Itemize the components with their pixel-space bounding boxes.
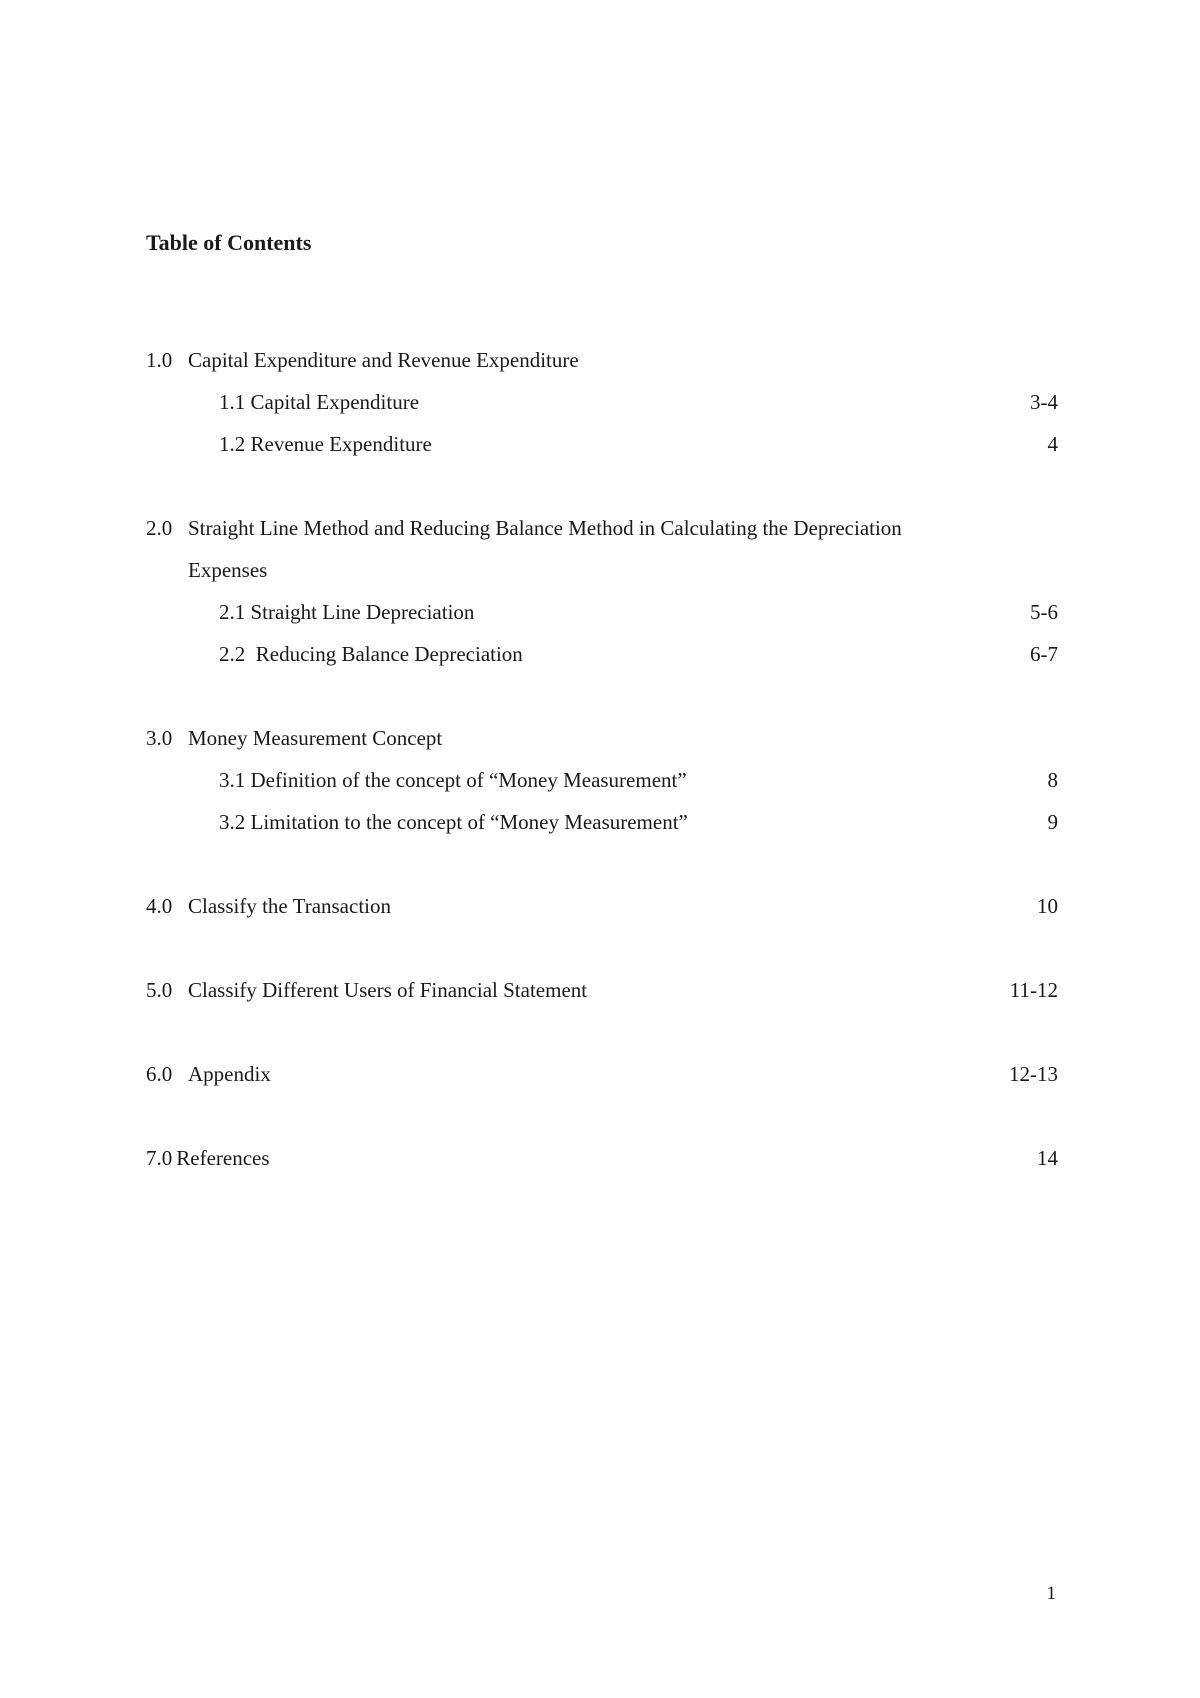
subsection-label: 2.1 Straight Line Depreciation [219,600,475,624]
page-ref-7: 14 [1037,1146,1058,1170]
toc-section-6 [146,1059,271,1089]
subsection-label: 1.2 Revenue Expenditure [219,432,432,456]
page-number: 1 [1046,1583,1056,1604]
page-ref-5: 11-12 [1009,978,1058,1002]
subsection-label: 3.2 Limitation to the concept of “Money Measurement” [219,810,688,834]
section-number: 2.0 [146,516,173,540]
page-ref-4: 10 [1037,894,1058,918]
toc-section-3 [146,723,442,753]
subsection-label: 2.2 Reducing Balance Depreciation [219,642,523,666]
toc-subsection-1-1 [219,387,419,417]
section-number: 1.0 [146,348,173,372]
toc-section-1 [146,345,579,375]
section-number: 4.0 [146,894,173,918]
toc-subsection-3-1 [219,765,687,795]
section-number: 3.0 [146,726,173,750]
toc-subsection-3-2 [219,807,688,837]
toc-section-2-continuation: Expenses [188,558,268,582]
section-title: Capital Expenditure and Revenue Expenditure [188,348,579,372]
page-ref-2-1: 5-6 [1030,600,1058,624]
page-ref-3-1: 8 [1047,768,1058,792]
subsection-label: 3.1 Definition of the concept of “Money Measurement” [219,768,687,792]
toc-subsection-2-1 [219,597,474,627]
toc-section-5 [146,975,587,1005]
page-ref-1-1: 3-4 [1030,390,1058,414]
section-title: Straight Line Method and Reducing Balance Method in Calculating the Depreciation [188,516,902,540]
section-title: References [176,1146,270,1170]
page-ref-3-2: 9 [1047,810,1058,834]
page-ref-2-2: 6-7 [1030,642,1058,666]
subsection-label: 1.1 Capital Expenditure [219,390,420,414]
page-ref-6: 12-13 [1009,1062,1058,1086]
section-title: Classify the Transaction [188,894,391,918]
toc-section-2 [146,513,902,543]
toc-subsection-2-2 [219,639,523,669]
section-number: 6.0 [146,1062,173,1086]
toc-title: Table of Contents [146,230,312,255]
section-title: Appendix [188,1062,271,1086]
toc-section-7 [146,1143,270,1173]
page-ref-1-2: 4 [1047,432,1058,456]
section-title: Classify Different Users of Financial Statement [188,978,588,1002]
section-number: 7.0 [146,1146,173,1170]
section-number: 5.0 [146,978,173,1002]
toc-section-4 [146,891,391,921]
toc-subsection-1-2 [219,429,432,459]
section-title: Money Measurement Concept [188,726,443,750]
